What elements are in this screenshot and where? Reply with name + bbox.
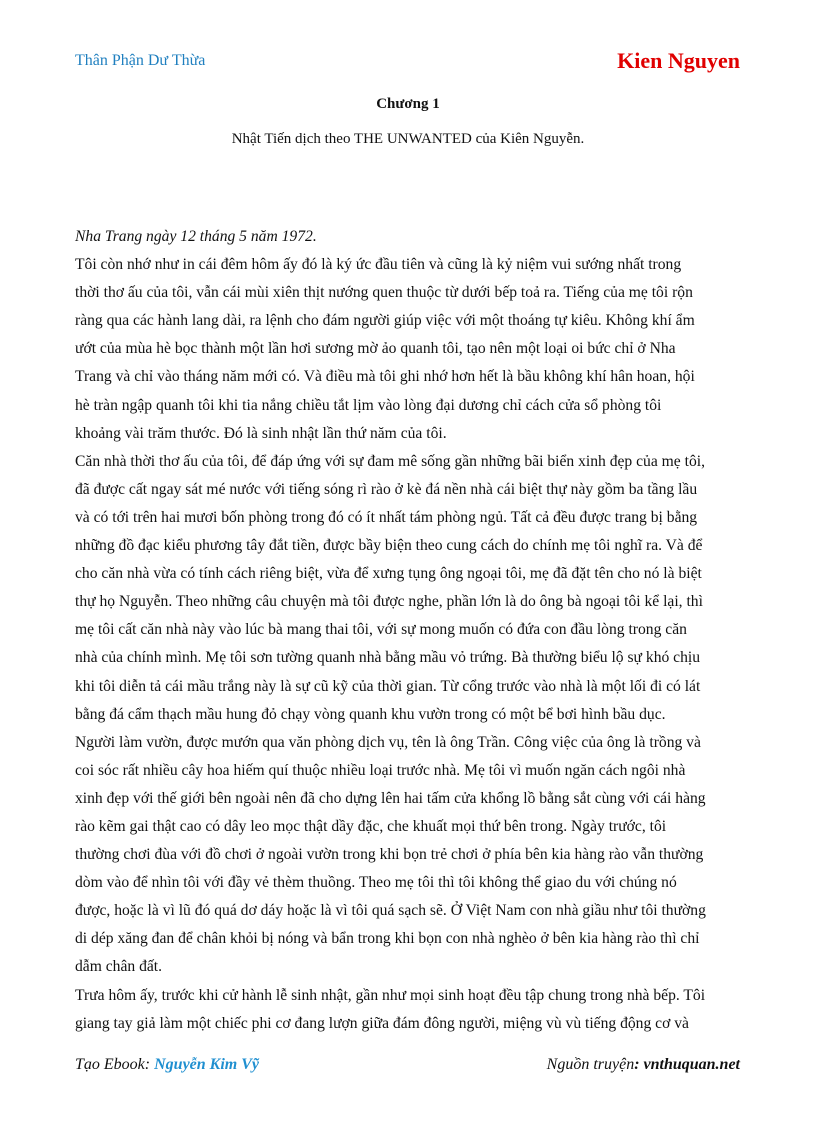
text-line: được, hoặc là vì lũ đó quá dơ dáy hoặc là vì tôi quá sạch sẽ. Ở Việt Nam con nhà giầu như tôi thường: [75, 902, 706, 920]
text-line: thự họ Nguyễn. Theo những câu chuyện mà tôi được nghe, phần lớn là do ông bà ngoại tôi kể lại, thì: [75, 593, 703, 611]
footer-source-credit: [547, 1056, 740, 1074]
text-line: và có tới trên hai mươi bốn phòng trong đó có ít nhất tám phòng ngủ. Tất cả đều được trang bị bằng: [75, 508, 698, 526]
text-line: Tôi còn nhớ như in cái đêm hôm ấy đó là ký ức đầu tiên và cũng là kỷ niệm vui sướng nhất trong: [75, 256, 682, 274]
text-line: thường chơi đùa với đồ chơi ở ngoài vườn trong khi bọn trẻ chơi ở phía bên kia hàng rào vẫn thường: [75, 846, 704, 864]
ebook-label: Tạo Ebook: [75, 1056, 145, 1073]
text-line: dòm vào để nhìn tôi với đầy vẻ thèm thuồng. Theo mẹ tôi thì tôi không thể giao du với chúng nó: [75, 874, 677, 892]
source-label: Nguồn truyện: [546, 1056, 635, 1073]
text-line: giang tay giả làm một chiếc phi cơ đang lượn giữa đám đông người, miệng vù vù tiếng động cơ và: [75, 1014, 689, 1032]
text-line: ràng qua các hành lang dài, ra lệnh cho đám người giúp việc với một thoáng tự kiêu. Không khí ẩm: [75, 312, 695, 330]
text-line: khoảng vài trăm thước. Đó là sinh nhật lần thứ năm của tôi.: [75, 424, 447, 442]
text-line: đã được cất ngay sát mé nước với tiếng sóng rì rào ở kè đá nền nhà cái biệt thự này gồm ba tầng lầu: [75, 480, 698, 498]
text-line: ướt của mùa hè bọc thành một lần hơi sương mờ ảo quanh tôi, tạo nên một loại oi bức chỉ ở Nha: [75, 340, 676, 358]
text-line: mẹ tôi cất căn nhà này vào lúc bà mang thai tôi, với sự mong muốn có đứa con đầu lòng trong căn: [75, 621, 687, 639]
text-line: xinh đẹp với thế giới bên ngoài nên đã cho dựng lên hai tấm cửa khổng lồ bằng sắt cùng với cái hàng: [75, 789, 706, 807]
text-line: dẫm chân đất.: [75, 958, 163, 976]
text-line: những đồ đạc kiểu phương tây đắt tiền, được bầy biện theo cung cách do chính mẹ tôi nghĩ ra. Và để: [75, 537, 703, 555]
text-line: hè tràn ngập quanh tôi khi tia nắng chiều tắt lịm vào lòng đại dương chỉ cách cửa sổ phòng tôi: [75, 396, 662, 414]
text-line: thời thơ ấu của tôi, vẫn cái mùi xiên thịt nướng quen thuộc từ dưới bếp toả ra. Tiếng của mẹ tôi rộn: [75, 284, 693, 302]
text-line: di dép xăng đan để chân khỏi bị nóng và bẩn trong khi bọn con nhà nghèo ở bên kia hàng rào thì chỉ: [75, 930, 700, 948]
author-name: Kien Nguyen: [617, 48, 740, 73]
dateline: Nha Trang ngày 12 tháng 5 năm 1972.: [75, 228, 317, 245]
source-site-link[interactable]: vnthuquan.net: [643, 1056, 740, 1073]
text-line: cho căn nhà vừa có tính cách riêng biệt, vừa để xưng tụng ông ngoại tôi, mẹ đã đặt tên cho nó là biệt: [75, 565, 702, 583]
text-line: nhà của chính mình. Mẹ tôi sơn tường quanh nhà bằng mầu vỏ trứng. Bà thường biểu lộ sự khó chịu: [75, 649, 701, 667]
ebook-separator: :: [144, 1056, 155, 1073]
footer-ebook-credit: [75, 1056, 259, 1074]
text-line: khi tôi diễn tả cái mầu trắng này là sự cũ kỹ của thời gian. Từ cổng trước vào nhà là một lối đi có lát: [75, 677, 701, 695]
text-line: Trang và chỉ vào tháng năm mới có. Và điều mà tôi ghi nhớ hơn hết là bầu không khí hân hoan, hội: [75, 368, 695, 386]
text-line: bằng đá cẩm thạch mầu hung đỏ chạy vòng quanh khu vườn trong có một bể bơi hình bầu dục.: [75, 705, 666, 723]
text-line: Trưa hôm ấy, trước khi cử hành lễ sinh nhật, gần như mọi sinh hoạt đều tập chung trong nhà bếp. Tôi: [75, 986, 706, 1004]
chapter-title: Chương 1: [376, 96, 440, 112]
source-separator: :: [634, 1056, 644, 1073]
text-line: Người làm vườn, được mướn qua văn phòng dịch vụ, tên là ông Trần. Công việc của ông là trồng và: [75, 733, 701, 751]
text-line: rào kẽm gai thật cao có dây leo mọc thật dầy đặc, che khuất mọi thứ bên trong. Ngày trước, tôi: [75, 817, 667, 835]
text-line: Căn nhà thời thơ ấu của tôi, để đáp ứng với sự đam mê sống gần những bãi biển xinh đẹp của mẹ tôi,: [75, 452, 705, 470]
chapter-subtitle: Nhật Tiến dịch theo THE UNWANTED của Kiên Nguyễn.: [231, 131, 585, 147]
text-line: coi sóc rất nhiều cây hoa hiếm quí thuộc nhiều loại trước nhà. Mẹ tôi vì muốn ngăn cách ngôi nhà: [75, 761, 686, 779]
body-text: [75, 223, 747, 1038]
ebook-author-link[interactable]: Nguyễn Kim Vỹ: [154, 1056, 259, 1073]
book-title: Thân Phận Dư Thừa: [75, 52, 206, 69]
